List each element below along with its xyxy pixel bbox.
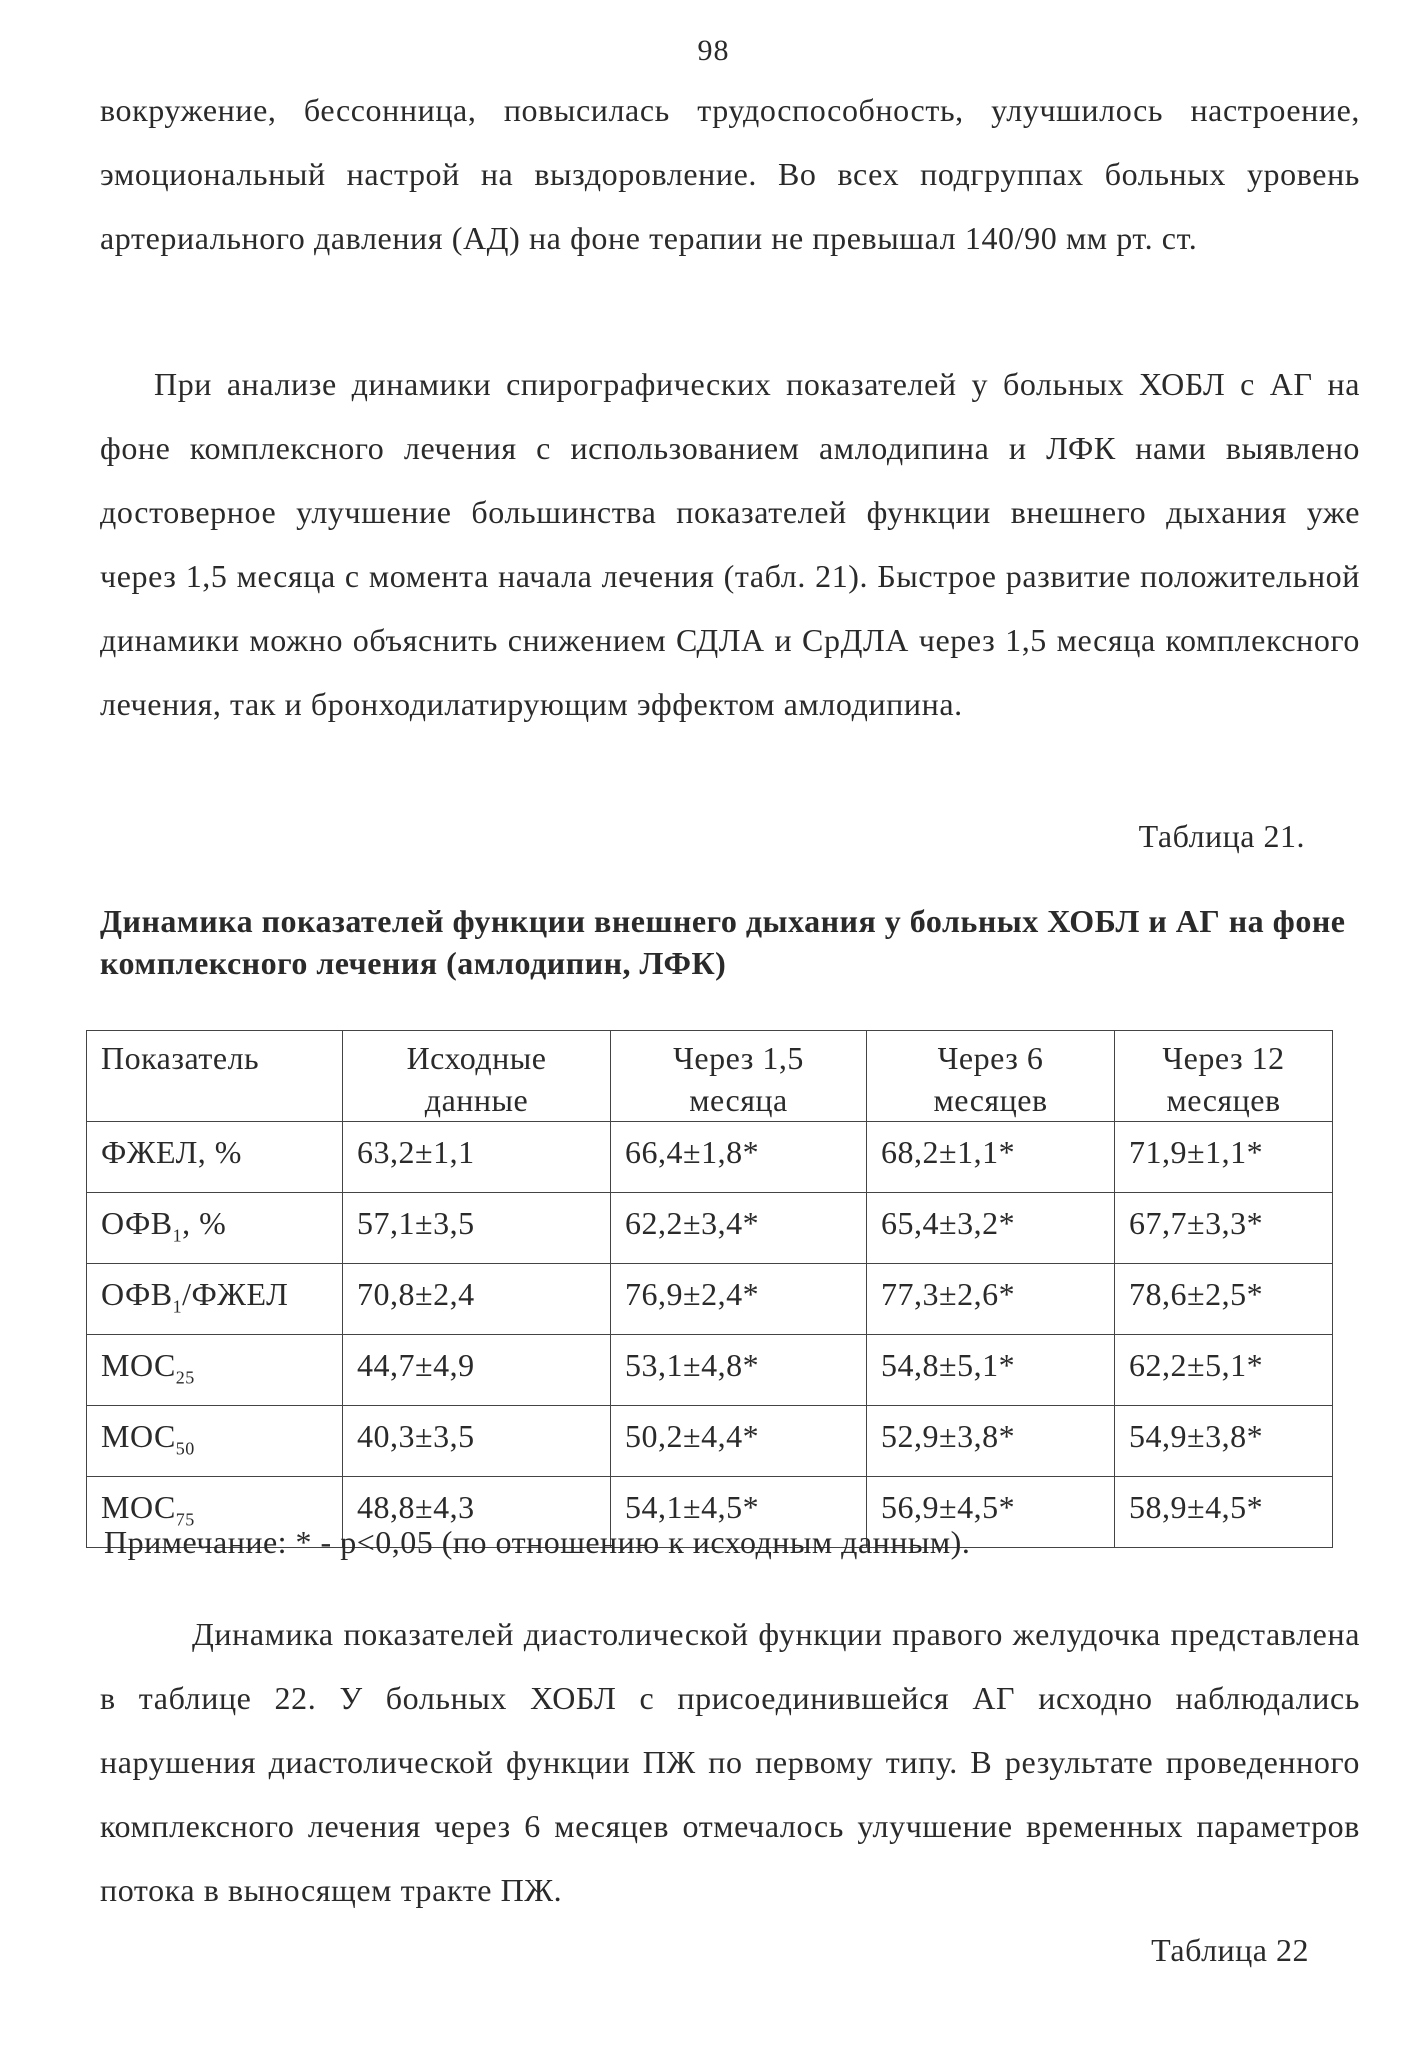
column-header: Показатель: [87, 1031, 343, 1122]
table-cell: 53,1±4,8*: [611, 1335, 867, 1406]
row-label: ФЖЕЛ, %: [87, 1122, 343, 1193]
table-cell: 52,9±3,8*: [867, 1406, 1115, 1477]
table-cell: 66,4±1,8*: [611, 1122, 867, 1193]
table-row: [87, 1264, 1333, 1335]
column-header: Через 12 месяцев: [1115, 1031, 1333, 1122]
page-number: 98: [697, 34, 730, 67]
table-cell: 77,3±2,6*: [867, 1264, 1115, 1335]
row-label: $МОС_{75}$: [87, 1477, 343, 1548]
column-header: Через 6 месяцев: [867, 1031, 1115, 1122]
table-cell: 57,1±3,5: [343, 1193, 611, 1264]
table-row: [87, 1122, 1333, 1193]
table-cell: 68,2±1,1*: [867, 1122, 1115, 1193]
table-row: [87, 1406, 1333, 1477]
table-cell: 63,2±1,1: [343, 1122, 611, 1193]
table-cell: 54,1±4,5*: [611, 1477, 867, 1548]
table-cell: 54,9±3,8*: [1115, 1406, 1333, 1477]
table-cell: 71,9±1,1*: [1115, 1122, 1333, 1193]
table-cell: 78,6±2,5*: [1115, 1264, 1333, 1335]
table-22-label: Таблица 22: [1151, 1932, 1309, 1968]
table-21: [86, 1030, 1333, 1548]
table-cell: 54,8±5,1*: [867, 1335, 1115, 1406]
table-21-title: Динамика показателей функции внешнего дыхания у больных ХОБЛ и АГ на фоне комплексного лечения (амлодипин, ЛФК): [100, 903, 1346, 981]
table-cell: 67,7±3,3*: [1115, 1193, 1333, 1264]
row-label: $ОФВ_1$/ФЖЕЛ: [87, 1264, 343, 1335]
row-label: $МОС_{50}$: [87, 1406, 343, 1477]
table-21-label: Таблица 21.: [1138, 818, 1305, 854]
paragraph-3-text: Динамика показателей диастолической функции правого желудочка представлена в таблице 22. У больных ХОБЛ с присоединившейся АГ исходно наблюдались нарушения диастолической функции ПЖ по первому типу. В результате проведенного комплексного лечения через 6 месяцев отмечалось улучшение временных параметров потока в выносящем тракте ПЖ.: [100, 1616, 1360, 1908]
table-cell: 50,2±4,4*: [611, 1406, 867, 1477]
table-note: Примечание: * - р<0,05 (по отношению к исходным данным).: [104, 1524, 971, 1560]
table-header-row: [87, 1031, 1333, 1122]
table-cell: 40,3±3,5: [343, 1406, 611, 1477]
table-cell: 65,4±3,2*: [867, 1193, 1115, 1264]
paragraph-2: [100, 352, 1360, 736]
paragraph-1: вокружение, бессонница, повысилась трудоспособность, улучшилось настроение, эмоциональный настрой на выздоровление. Во всех подгруппах больных уровень артериального давления (АД) на фоне терапии не превышал 140/90 мм рт. ст.: [100, 92, 1360, 256]
paragraph-2-text: При анализе динамики спирографических показателей у больных ХОБЛ с АГ на фоне комплексного лечения с использованием амлодипина и ЛФК нами выявлено достоверное улучшение большинства показателей функции внешнего дыхания уже через 1,5 месяца с момента начала лечения (табл. 21). Быстрое развитие положительной динамики можно объяснить снижением СДЛА и СрДЛА через 1,5 месяца комплексного лечения, так и бронходилатирующим эффектом амлодипина.: [100, 366, 1360, 722]
table-cell: 56,9±4,5*: [867, 1477, 1115, 1548]
table-row: [87, 1193, 1333, 1264]
row-label: $МОС_{25}$: [87, 1335, 343, 1406]
table-cell: 76,9±2,4*: [611, 1264, 867, 1335]
table-cell: 62,2±3,4*: [611, 1193, 867, 1264]
table-row: [87, 1335, 1333, 1406]
paragraph-3: [100, 1602, 1360, 1922]
table-cell: 58,9±4,5*: [1115, 1477, 1333, 1548]
table-cell: 44,7±4,9: [343, 1335, 611, 1406]
column-header: Исходные данные: [343, 1031, 611, 1122]
table-cell: 48,8±4,3: [343, 1477, 611, 1548]
table-cell: 70,8±2,4: [343, 1264, 611, 1335]
column-header: Через 1,5 месяца: [611, 1031, 867, 1122]
row-label: $ОФВ_1$, %: [87, 1193, 343, 1264]
table-cell: 62,2±5,1*: [1115, 1335, 1333, 1406]
